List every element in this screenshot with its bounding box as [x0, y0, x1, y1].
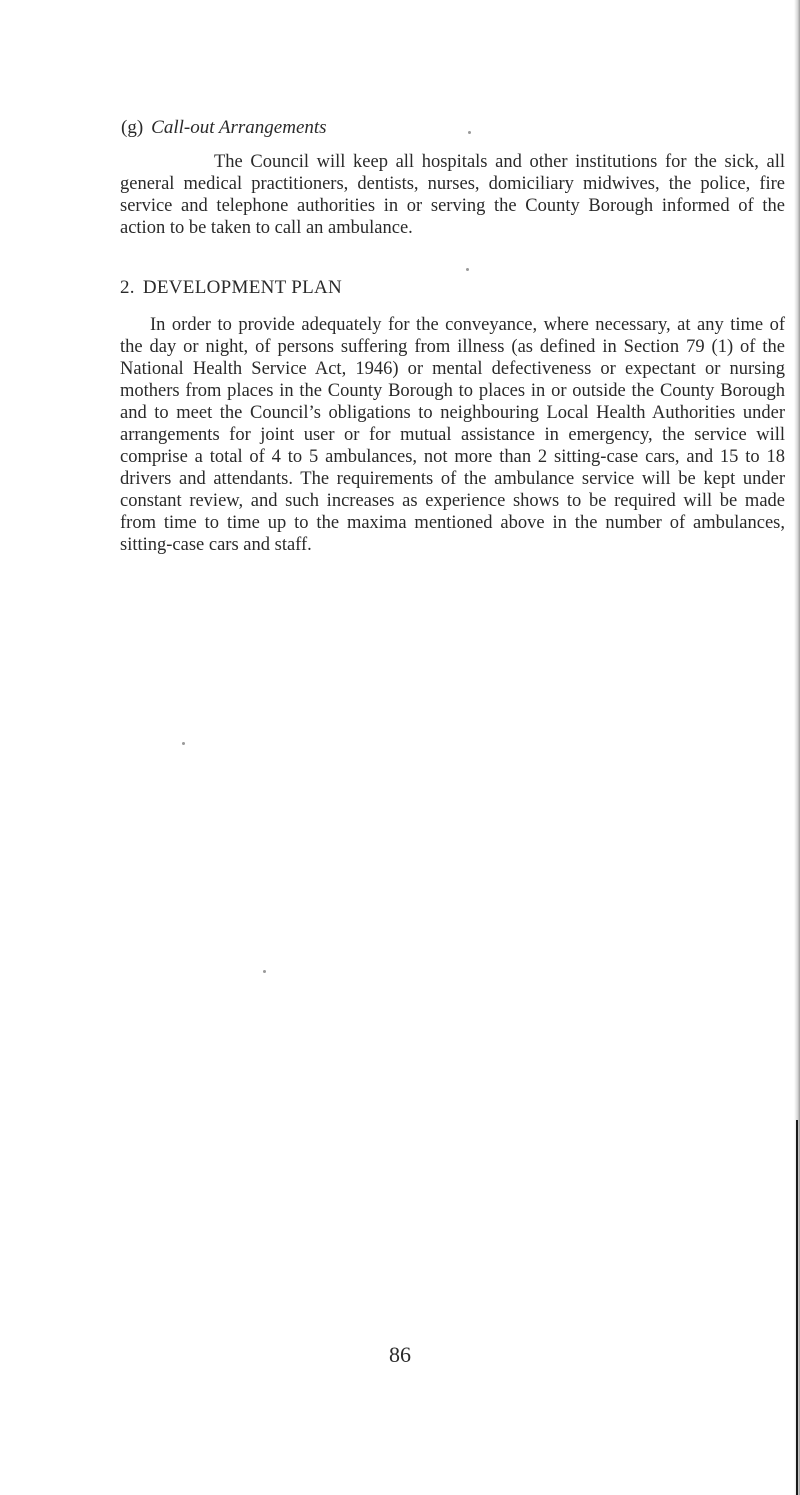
subsection-heading: [121, 116, 327, 140]
scan-speck: [466, 268, 469, 271]
scan-speck: [182, 742, 185, 745]
section-heading: [120, 276, 342, 300]
scan-speck: [263, 970, 266, 973]
page-number: 86: [389, 1342, 411, 1367]
scan-edge-line: [796, 1120, 798, 1495]
subsection-marker: (g): [121, 117, 144, 138]
section-number: 2.: [120, 277, 135, 298]
section-title: DEVELOPMENT PLAN: [142, 277, 343, 298]
call-out-paragraph: The Council will keep all hospitals and other institutions for the sick, all general medical practitioners, dentists, nurses, domiciliary midwives, the police, fire service and telephone authorities in or serving the County Borough informed of the action to be taken to call an ambulance.: [120, 152, 785, 238]
subsection-title: Call-out Arrangements: [151, 117, 327, 138]
scan-speck: [468, 131, 471, 134]
development-plan-paragraph: In order to provide adequately for the conveyance, where necessary, at any time of the day or night, of persons suffering from illness (as defined in Section 79 (1) of the National Health Service Act, 1946) or mental defectiveness or expectant or nursing mothers from places in the County Borough to places in or outside the County Borough and to meet the Council’s obligations to neighbouring Local Health Authorities under arrangements for joint user or for mutual assistance in emergency, the service will comprise a total of 4 to 5 ambulances, not more than 2 sitting-case cars, and 15 to 18 drivers and attendants. The requirements of the ambulance service will be kept under constant review, and such increases as experience shows to be required will be made from time to time up to the maxima mentioned above in the number of ambulances, sitting-case cars and staff.: [120, 315, 785, 555]
